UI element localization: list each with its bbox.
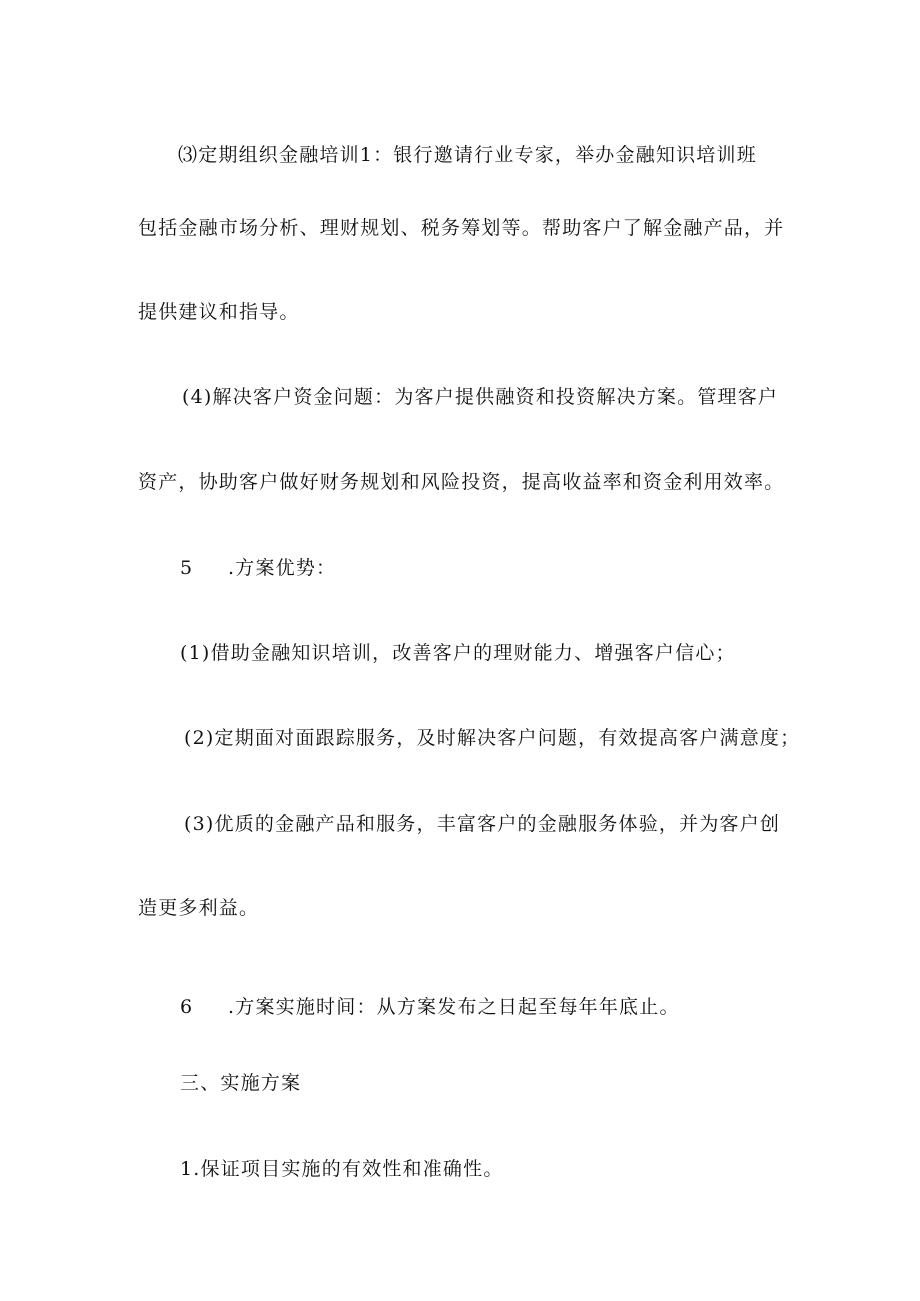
advantage-3-line-2: 造更多利益。 bbox=[138, 897, 260, 919]
section-6-title: .方案实施时间：从方案发布之日起至每年年底止。 bbox=[228, 996, 680, 1018]
section-3-heading: 三、实施方案 bbox=[180, 1072, 302, 1094]
advantage-1: (1)借助金融知识培训，改善客户的理财能力、增强客户信心； bbox=[180, 642, 736, 664]
advantage-2: (2)定期面对面跟踪服务，及时解决客户问题，有效提高客户满意度； bbox=[184, 727, 801, 749]
section-6-number: 6 bbox=[180, 996, 194, 1018]
implementation-item-1: 1.保证项目实施的有效性和准确性。 bbox=[180, 1158, 504, 1180]
advantage-3-line-1: (3)优质的金融产品和服务，丰富客户的金融服务体验，并为客户创 bbox=[184, 813, 781, 835]
section-5-title: .方案优势： bbox=[228, 557, 337, 579]
paragraph-3-line-1: ⑶定期组织金融培训1：银行邀请行业专家，举办金融知识培训班 bbox=[178, 144, 757, 166]
paragraph-3-line-2: 包括金融市场分析、理财规划、税务筹划等。帮助客户了解金融产品，并 bbox=[138, 217, 785, 239]
section-6-heading bbox=[180, 995, 680, 1019]
section-5-heading bbox=[180, 556, 336, 580]
paragraph-4-line-1: (4)解决客户资金问题：为客户提供融资和投资解决方案。管理客户 bbox=[182, 386, 779, 408]
section-5-number: 5 bbox=[180, 557, 194, 579]
paragraph-3-line-3: 提供建议和指导。 bbox=[138, 301, 300, 323]
paragraph-4-line-2: 资产，协助客户做好财务规划和风险投资，提高收益率和资金利用效率。 bbox=[138, 471, 785, 493]
